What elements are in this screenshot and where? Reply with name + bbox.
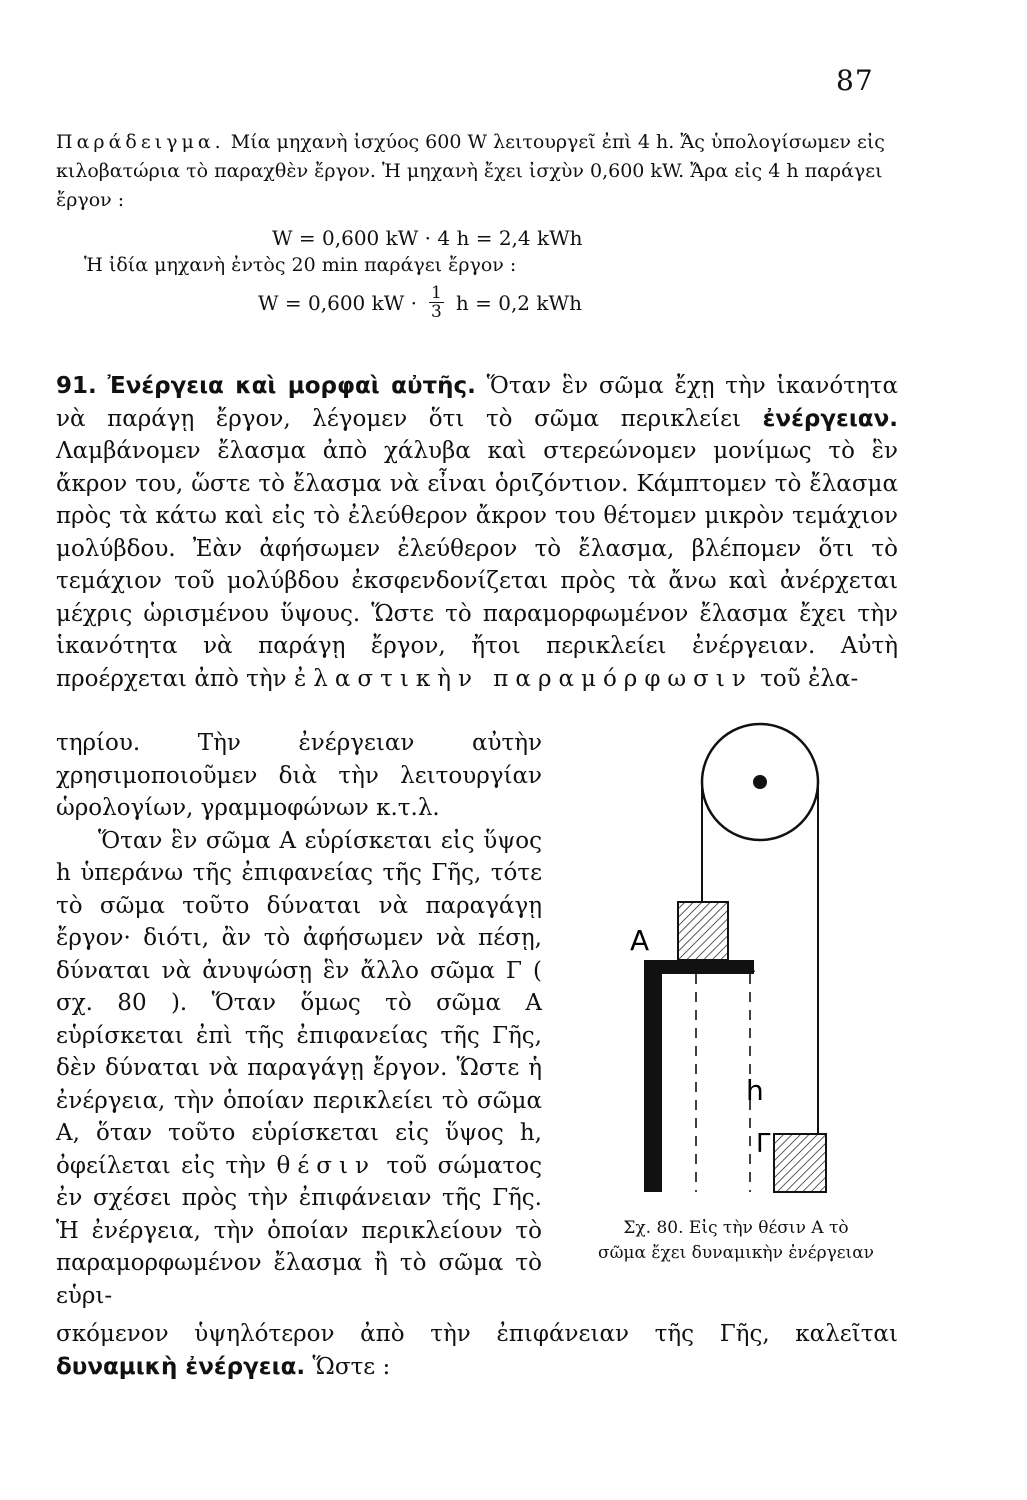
section-text-2: Λαμβάνομεν ἔλασμα ἀπὸ χάλυβα καὶ στερεώνομεν μονίμως τὸ ἓν ἄκρον του, ὥστε τὸ ἔλασμα νὰ εἶναι ὁριζόντιον. Κάμπτομεν τὸ ἔλασμα πρὸς τὰ κάτω καὶ εἰς τὸ ἐλεύθερον ἄκρον του θέτομεν μικρὸν τεμάχιον μολύβδου. Ἐὰν ἀφήσωμεν ἐλεύθερον τὸ ἔλασμα, βλέπομεν ὅτι τὸ τεμάχιον τοῦ μολύβδου ἐκσφενδονίζεται πρὸς τὰ ἄνω καὶ ἀνέρχεται μέχρις ὡρισμένου ὕψους. Ὥστε τὸ παραμορφωμένον ἔλασμα ἔχει τὴν ἱκανότητα νὰ παράγῃ ἔργον, ἤτοι περικλείει ἐνέργειαν. Αὐτὴ προέρχεται ἀπὸ τὴν (56, 438, 898, 692)
column-text-2: τοῦ σώματος ἐν σχέσει πρὸς τὴν ἐπιφάνειαν τῆς Γῆς. Ἡ ἐνέργεια, τὴν ὁποίαν περικλείουν τὸ παραμορφωμένον ἔλασμα ἢ τὸ σῶμα τὸ εὑρι- (56, 1152, 543, 1309)
section-text-1: Ὅταν ἓν σῶμα ἔχῃ τὴν ἱκανότητα νὰ παράγῃ ἔργον, λέγομεν ὅτι τὸ σῶμα περικλείει (56, 373, 899, 432)
term-energy: ἐνέργειαν. (762, 405, 898, 432)
term-elastic-deformation: ἐλαστικὴν παραμόρφωσιν (293, 665, 753, 692)
tail-text-1: σκόμενον ὑψηλότερον ἀπὸ τὴν ἐπιφάνειαν τῆς Γῆς, καλεῖται (56, 1321, 898, 1347)
label-h: h (746, 1074, 764, 1107)
page-number: 87 (836, 64, 874, 97)
formula-work-20min (258, 284, 582, 321)
formula2-right: h = 0,2 kWh (455, 290, 582, 315)
label-gamma: Γ (756, 1129, 771, 1159)
caption-line-2: σῶμα ἔχει δυναμικὴν ἐνέργειαν (597, 1243, 875, 1263)
figure-80-pulley-diagram (610, 722, 910, 1202)
section-number: 91. (56, 373, 97, 399)
body-gamma (774, 1134, 826, 1192)
fraction-one-third (429, 284, 444, 321)
support-post (644, 960, 662, 1192)
label-a: A (630, 924, 650, 957)
fraction-denominator: 3 (431, 302, 442, 322)
example-paragraph (56, 128, 896, 215)
figure-caption (560, 1216, 912, 1266)
fraction-numerator: 1 (431, 283, 442, 303)
column-paragraph-1: τηρίου. Τὴν ἐνέργειαν αὐτὴν χρησιμοποιοῦμεν διὰ τὴν λειτουργίαν ὡρολογίων, γραμμοφώνων κ.τ.λ. (56, 730, 542, 821)
example-label: Παράδειγμα. (56, 131, 225, 153)
tail-text-2: Ὥστε : (305, 1353, 391, 1380)
column-text-1: Ὅταν ἓν σῶμα Α εὑρίσκεται εἰς ὕψος h ὑπεράνω τῆς ἐπιφανείας τῆς Γῆς, τότε τὸ σῶμα τοῦτο δύναται νὰ παραγάγῃ ἔργον· διότι, ἂν τὸ ἀφήσωμεν νὰ πέσῃ, δύναται νὰ ἀνυψώσῃ ἓν ἄλλο σῶμα Γ ( σχ. 80 ). Ὅταν ὅμως τὸ σῶμα Α εὑρίσκεται ἐπὶ τῆς ἐπιφανείας τῆς Γῆς, δὲν δύναται νὰ παραγάγῃ ἔργον. Ὥστε ἡ ἐνέργεια, τὴν ὁποίαν περικλείει τὸ σῶμα Α, ὅταν τοῦτο εὑρίσκεται εἰς ὕψος h, ὀφείλεται εἰς τὴν (56, 827, 542, 1179)
body-a (678, 902, 728, 960)
pulley-axle (753, 775, 767, 789)
section-title: Ἐνέργεια καὶ μορφαὶ αὐτῆς. (107, 373, 476, 399)
section-text-3: τοῦ ἐλα- (752, 665, 859, 692)
term-potential-energy: δυναμικὴ ἐνέργεια. (56, 1353, 306, 1380)
example-line-20min: Ἡ ἰδία μηχανὴ ἐντὸς 20 min παράγει ἔργον : (84, 254, 517, 276)
left-column-text (56, 727, 542, 1312)
closing-paragraph (56, 1318, 898, 1383)
caption-line-1: Σχ. 80. Εἰς τὴν θέσιν Α τὸ (623, 1218, 849, 1238)
example-text: Μία μηχανὴ ἰσχύος 600 W λειτουργεῖ ἐπὶ 4 h. Ἄς ὑπολογίσωμεν εἰς κιλοβατώρια τὸ παραχθὲν ἔργον. Ἡ μηχανὴ ἔχει ἰσχὺν 0,600 kW. Ἄρα εἰς 4 h παράγει ἔργον : (56, 131, 885, 211)
formula2-left: W = 0,600 kW · (258, 290, 418, 315)
term-position: θέσιν (276, 1152, 377, 1179)
section-91 (56, 370, 898, 695)
formula-work-4h: W = 0,600 kW · 4 h = 2,4 kWh (272, 226, 583, 250)
